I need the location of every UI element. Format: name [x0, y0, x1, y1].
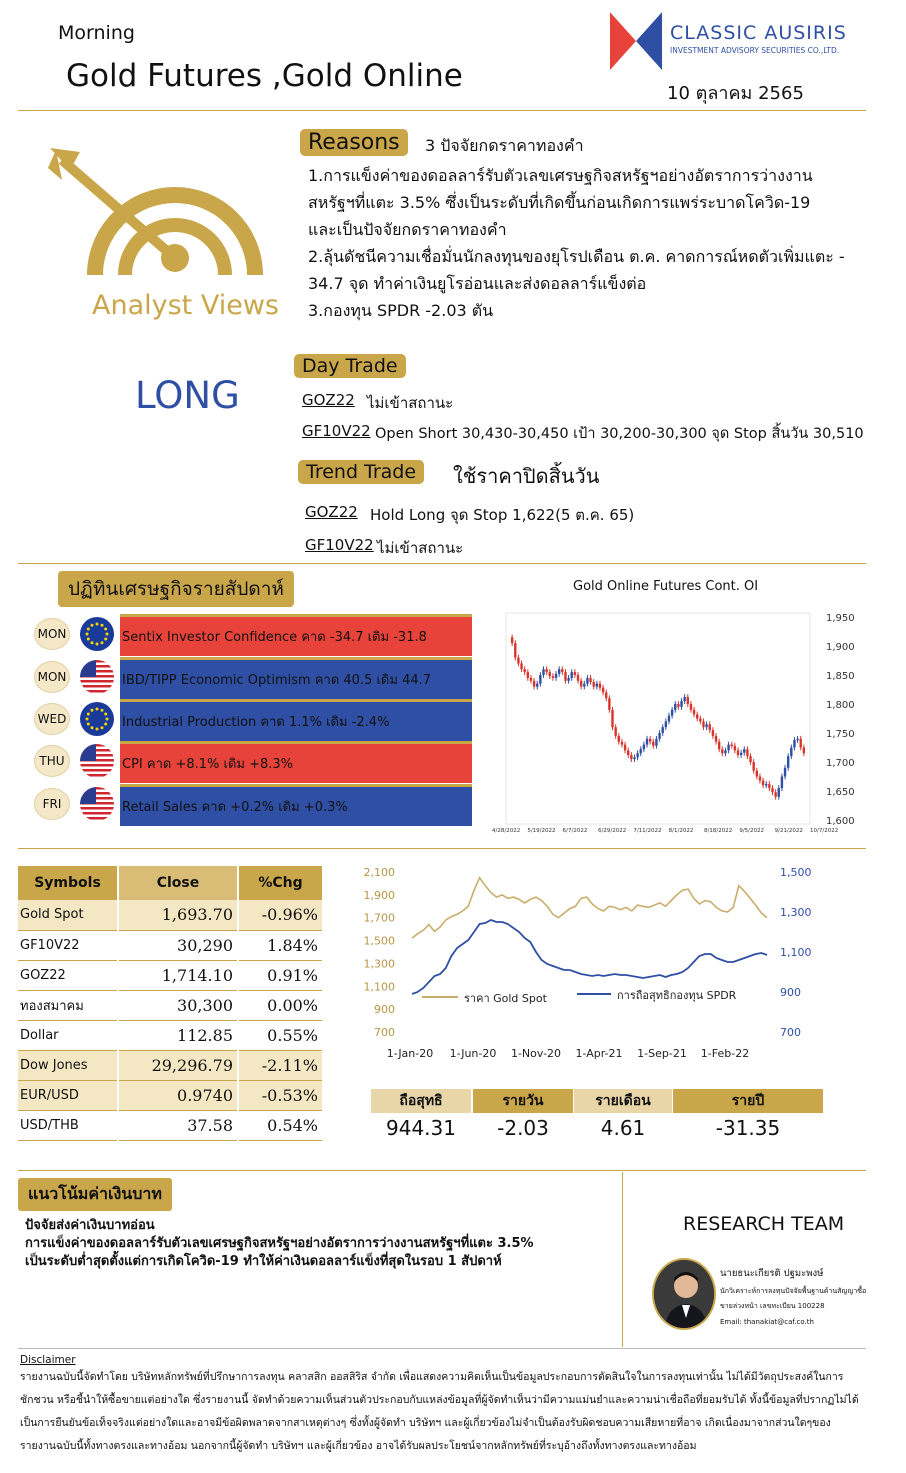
reasons-line-6: 3.กองทุน SPDR -2.03 ตัน	[308, 301, 494, 320]
oi-candle	[749, 756, 751, 762]
gold-y-tick: 1,700	[363, 911, 395, 925]
oi-y-tick: 1,850	[826, 671, 855, 682]
oi-candle	[539, 675, 541, 684]
gold-y-tick: 1,500	[363, 934, 395, 948]
oi-x-tick: 4/28/2022	[492, 828, 521, 834]
oi-candle	[765, 784, 767, 786]
table-row	[18, 1080, 322, 1110]
oi-candle	[592, 682, 594, 687]
oi-candle	[552, 676, 554, 678]
calendar-event	[30, 784, 475, 824]
header-chg: %Chg	[238, 866, 322, 900]
oi-candle	[784, 768, 786, 777]
gold-spot-line	[412, 878, 767, 939]
oi-candle	[796, 739, 798, 741]
oi-candle	[712, 730, 714, 736]
chg-cell: 0.91%	[238, 960, 322, 990]
oi-candle	[564, 672, 566, 681]
oi-candle	[599, 684, 601, 688]
oi-candle	[724, 750, 726, 753]
reasons-label: Reasons	[300, 129, 408, 156]
oi-candle	[621, 742, 623, 745]
oi-candle	[630, 755, 632, 759]
gold-y-tick: 900	[374, 1003, 395, 1017]
day-trade-goz-text: ไม่เข้าสถานะ	[367, 394, 454, 412]
oi-plot-frame	[506, 613, 810, 824]
calendar-event	[30, 614, 475, 654]
oi-candle	[727, 745, 729, 751]
research-team-title: RESEARCH TEAM	[683, 1213, 845, 1235]
chg-cell: 0.00%	[238, 990, 322, 1020]
brand-subtitle: INVESTMENT ADVISORY SECURITIES CO.,LTD.	[670, 46, 840, 55]
symbol-cell: GF10V22	[18, 930, 118, 960]
day-trade-goz-symbol: GOZ22	[302, 391, 355, 409]
oi-candle	[561, 669, 563, 672]
oi-candle	[778, 788, 780, 797]
symbol-cell: USD/THB	[18, 1110, 118, 1140]
oi-candle	[577, 675, 579, 681]
x-tick: 1-Jun-20	[449, 1047, 497, 1060]
chg-cell: -2.11%	[238, 1050, 322, 1080]
reasons-line-3: และเป็นปัจจัยกดราคาทองคำ	[308, 220, 507, 239]
analyst-line-1: นักวิเคราะห์การลงทุนปัจจัยพื้นฐานด้านสัญญาซื้อ	[720, 1287, 867, 1295]
symbol-cell: EUR/USD	[18, 1080, 118, 1110]
chg-cell: -0.96%	[238, 900, 322, 930]
oi-candle	[605, 692, 607, 698]
gold-y-tick: 2,100	[363, 866, 395, 879]
oi-candle	[677, 704, 679, 707]
eu-flag-icon	[80, 702, 114, 736]
disclaimer-line-1: รายงานฉบับนี้จัดทำโดย บริษัทหลักทรัพย์ที่ปรึกษาการลงทุน คลาสสิก ออสสิริส จำกัด เพื่อแสดงความคิดเห็นเป็นข้อมูลประกอบการตัดสินใจในการลงทุนเท่านั้น ไม่ได้มีวัตถุประสงค์ในการ	[20, 1371, 844, 1383]
gold-y-tick: 700	[374, 1026, 395, 1039]
oi-candle	[690, 704, 692, 710]
symbol-cell: ทองสมาคม	[18, 990, 118, 1020]
oi-candle	[721, 749, 723, 753]
oi-candle	[618, 736, 620, 742]
close-cell: 0.9740	[118, 1080, 238, 1110]
column-divider	[622, 1172, 623, 1347]
oi-x-tick: 9/21/2022	[774, 828, 803, 834]
symbol-cell: Gold Spot	[18, 900, 118, 930]
event-day: WED	[34, 703, 70, 735]
oi-candle	[571, 672, 573, 678]
oi-candle	[662, 727, 664, 733]
event-text: Industrial Production คาด 1.1% เดิม -2.4%	[120, 699, 472, 741]
oi-y-tick: 1,700	[826, 758, 855, 769]
flow-value: -31.35	[715, 1116, 781, 1140]
spdr-legend-label: การถือสุทธิกองทุน SPDR	[617, 989, 737, 1002]
oi-candle	[731, 745, 733, 747]
reasons-line-4: 2.ลุ้นดัชนีความเชื่อมั่นนักลงทุนของยุโรปเดือน ต.ค. คาดการณ์หดตัวเพิ่มแตะ -	[308, 247, 845, 266]
table-row	[18, 900, 322, 930]
oi-x-tick: 9/5/2022	[739, 828, 765, 834]
oi-chart	[488, 600, 860, 840]
symbol-cell: Dow Jones	[18, 1050, 118, 1080]
table-row	[18, 1050, 322, 1080]
flow-header: รายปี	[673, 1089, 823, 1113]
oi-candle	[768, 784, 770, 788]
trend-trade-gf-text: ไม่เข้าสถานะ	[377, 539, 464, 557]
oi-candle	[555, 674, 557, 678]
oi-candle	[511, 637, 513, 643]
oi-candle	[756, 771, 758, 777]
oi-x-tick: 8/18/2022	[704, 828, 733, 834]
oi-candle	[608, 698, 610, 710]
oi-candle	[586, 678, 588, 684]
reasons-line-5: 34.7 จุด ทำค่าเงินยูโรอ่อนและส่งดอลลาร์แข็งต่อ	[308, 274, 647, 293]
gold-spdr-chart	[340, 860, 820, 1065]
symbol-cell: GOZ22	[18, 960, 118, 990]
oi-candle	[771, 788, 773, 792]
oi-candle	[649, 739, 651, 742]
table-row	[18, 930, 322, 960]
x-tick: 1-Apr-21	[575, 1047, 623, 1060]
header-divider	[18, 110, 866, 111]
bottom-divider	[18, 1348, 866, 1349]
x-tick: 1-Feb-22	[700, 1047, 750, 1060]
oi-candle	[567, 678, 569, 681]
oi-candle	[636, 753, 638, 757]
x-tick: 1-Jan-20	[386, 1047, 434, 1060]
event-text: Sentix Investor Confidence คาด -34.7 เดิม -31.8	[120, 614, 472, 656]
reasons-subtitle: 3 ปัจจัยกดราคาทองคำ	[425, 136, 584, 155]
close-cell: 1,693.70	[118, 900, 238, 930]
baht-line-1: ปัจจัยส่งค่าเงินบาทอ่อน	[25, 1218, 155, 1233]
eu-flag-icon	[80, 617, 114, 651]
gold-y-tick: 1,300	[363, 957, 395, 971]
baht-label: แนวโน้มค่าเงินบาท	[18, 1178, 172, 1211]
table-row	[18, 1110, 322, 1140]
oi-y-tick: 1,750	[826, 729, 855, 740]
event-text: IBD/TIPP Economic Optimism คาด 40.5 เดิม 44.7	[120, 657, 472, 699]
symbol-cell: Dollar	[18, 1020, 118, 1050]
oi-candle	[674, 704, 676, 710]
trend-trade-goz-symbol: GOZ22	[305, 503, 358, 521]
oi-candle	[687, 697, 689, 704]
oi-candle	[602, 688, 604, 693]
x-tick: 1-Sep-21	[637, 1047, 687, 1060]
oi-candle	[614, 727, 616, 736]
oi-candle	[574, 672, 576, 675]
oi-candle	[718, 742, 720, 750]
price-table	[18, 866, 322, 1141]
oi-candle	[752, 762, 754, 771]
oi-y-tick: 1,650	[826, 787, 855, 798]
oi-y-tick: 1,950	[826, 613, 855, 624]
oi-candle	[715, 736, 717, 742]
spdr-line	[412, 920, 767, 994]
x-tick: 1-Nov-20	[510, 1047, 562, 1060]
section-divider-3	[18, 1170, 866, 1171]
flow-header: ถือสุทธิ	[371, 1089, 471, 1113]
disclaimer-line-2: ชักชวน หรือชี้นำให้ซื้อขายแต่อย่างใด ซึ่งรายงานนี้ จัดทำด้วยความเห็นส่วนตัวประกอบกับแหล่งข้อมูลที่ผู้จัดทำเห็นว่ามีความแม่นยำและความน่าเชื่อถือที่ยอมรับได้ ทั้งนี้ข้อมูลที่ปรากฏไม่ได้	[20, 1394, 859, 1406]
event-text: Retail Sales คาด +0.2% เดิม +0.3%	[120, 784, 472, 826]
spdr-y-tick: 1,300	[780, 906, 812, 919]
disclaimer-line-4: รายงานฉบับนี้ทั้งทางตรงและทางอ้อม นอกจากนี้ผู้จัดทำ บริษัทฯ และผู้เกี่ยวข้อง อาจได้รับผลประโยชน์จากหลักทรัพย์ที่ระบุอ้างถึงทั้งทางตรงและทางอ้อม	[20, 1440, 697, 1452]
analyst-avatar	[652, 1258, 716, 1330]
event-text: CPI คาด +8.1% เดิม +8.3%	[120, 741, 472, 783]
table-row	[18, 1020, 322, 1050]
spdr-y-tick: 700	[780, 1026, 801, 1039]
oi-candle	[633, 757, 635, 759]
header-close: Close	[118, 866, 238, 900]
reasons-line-2: สหรัฐฯที่แตะ 3.5% ซึ่งเป็นระดับที่เกิดขึ้นก่อนเกิดการแพร่ระบาดโควิด-19	[308, 193, 811, 212]
day-trade-gf-text: Open Short 30,430-30,450 เป้า 30,200-30,300 จุด Stop สิ้นวัน 30,510	[375, 426, 864, 442]
oi-x-tick: 6/29/2022	[598, 828, 627, 834]
oi-candle	[580, 681, 582, 687]
company-logo	[610, 12, 662, 70]
reasons-line-1: 1.การแข็งค่าของดอลลาร์รับตัวเลขเศรษฐกิจสหรัฐฯอย่างอัตราการว่างงาน	[308, 166, 813, 185]
oi-candle	[583, 684, 585, 687]
oi-candle	[793, 740, 795, 748]
report-date: 10 ตุลาคม 2565	[667, 83, 804, 104]
gold-y-tick: 1,100	[363, 980, 395, 994]
event-day: MON	[34, 661, 70, 693]
oi-candle	[737, 750, 739, 755]
event-day: FRI	[34, 788, 70, 820]
oi-candle	[762, 781, 764, 786]
table-row	[18, 960, 322, 990]
oi-candle	[658, 733, 660, 739]
oi-candle	[627, 750, 629, 755]
oi-candle	[533, 681, 535, 687]
oi-y-tick: 1,800	[826, 700, 855, 711]
signal-long: LONG	[135, 374, 240, 417]
oi-candle	[611, 710, 613, 727]
oi-candle	[693, 710, 695, 715]
spdr-y-tick: 1,100	[780, 946, 812, 959]
disclaimer-title: Disclaimer	[20, 1354, 76, 1366]
baht-line-2: การแข็งค่าของดอลลาร์รับตัวเลขเศรษฐกิจสหรัฐฯอย่างอัตราการว่างงานสหรัฐฯที่แตะ 3.5%	[25, 1236, 534, 1251]
analyst-name: นายธนะเกียรติ ปฐมะพงษ์	[720, 1268, 824, 1279]
oi-candle	[520, 663, 522, 669]
oi-y-tick: 1,900	[826, 642, 855, 653]
oi-candle	[781, 777, 783, 789]
oi-candle	[790, 748, 792, 757]
oi-candle	[800, 739, 802, 748]
oi-candle	[774, 792, 776, 797]
close-cell: 30,300	[118, 990, 238, 1020]
oi-candle	[646, 739, 648, 745]
page-title: Gold Futures ,Gold Online	[66, 58, 463, 94]
brand-name: CLASSIC AUSIRIS	[670, 22, 847, 44]
oi-x-tick: 6/7/2022	[562, 828, 588, 834]
oi-candle	[696, 714, 698, 718]
oi-x-tick: 5/19/2022	[527, 828, 556, 834]
oi-x-tick: 7/11/2022	[633, 828, 662, 834]
header-symbols: Symbols	[18, 866, 118, 900]
trend-trade-label: Trend Trade	[298, 460, 424, 484]
oi-candle	[536, 684, 538, 687]
oi-candle	[589, 678, 591, 682]
calendar-event	[30, 699, 475, 739]
oi-candle	[514, 643, 516, 658]
event-day: THU	[34, 745, 70, 777]
us-flag-icon	[80, 787, 114, 821]
us-flag-icon	[80, 744, 114, 778]
baht-line-3: เป็นระดับต่ำสุดตั้งแต่การเกิดโควิด-19 ทำให้ค่าเงินดอลลาร์แข็งที่สุดในรอบ 1 สัปดาห์	[25, 1254, 502, 1269]
oi-candle	[545, 669, 547, 672]
trend-trade-subtitle: ใช้ราคาปิดสิ้นวัน	[453, 464, 600, 488]
oi-candle	[759, 777, 761, 781]
oi-candle	[671, 710, 673, 716]
flow-value: -2.03	[497, 1116, 549, 1140]
table-row	[18, 990, 322, 1020]
oi-candle	[699, 719, 701, 722]
oi-candle	[655, 739, 657, 746]
gold-legend-label: ราคา Gold Spot	[464, 992, 547, 1005]
calendar-event	[30, 657, 475, 697]
spdr-y-tick: 1,500	[780, 866, 812, 879]
oi-candle	[683, 697, 685, 701]
morning-label: Morning	[58, 22, 135, 44]
disclaimer-line-3: เป็นการยืนยันข้อเท็จจริงแต่อย่างใดและอาจมีข้อผิดพลาดจากสาเหตุต่างๆ ซึ่งทั้งผู้จัดทำ บริษัทฯ และผู้เกี่ยวข้องไม่จำเป็นต้องรับผิดชอบความเสียหายที่อาจ เกิดเนื่องมาจากส่วนใดๆของ	[20, 1417, 831, 1429]
day-trade-gf-symbol: GF10V22	[302, 422, 371, 440]
us-flag-icon	[80, 660, 114, 694]
gold-y-tick: 1,900	[363, 888, 395, 902]
oi-candle	[523, 669, 525, 672]
flow-header: รายวัน	[473, 1089, 573, 1113]
close-cell: 1,714.10	[118, 960, 238, 990]
spdr-y-tick: 900	[780, 986, 801, 999]
oi-candle	[558, 669, 560, 674]
oi-y-tick: 1,600	[826, 816, 855, 827]
analyst-views-text: Analyst Views	[92, 290, 279, 321]
oi-candle	[643, 745, 645, 750]
flow-header: รายเดือน	[574, 1089, 672, 1113]
oi-candle	[517, 658, 519, 664]
oi-x-tick: 10/7/2022	[810, 828, 839, 834]
oi-candle	[542, 669, 544, 675]
section-divider	[18, 563, 866, 564]
oi-chart-title: Gold Online Futures Cont. OI	[573, 579, 759, 594]
chg-cell: -0.53%	[238, 1080, 322, 1110]
flow-value: 944.31	[386, 1116, 456, 1140]
flow-value: 4.61	[600, 1116, 646, 1140]
chg-cell: 1.84%	[238, 930, 322, 960]
chg-cell: 0.54%	[238, 1110, 322, 1140]
oi-candle	[652, 742, 654, 746]
analyst-email: Email: thanakiat@caf.co.th	[720, 1318, 814, 1326]
oi-candle	[596, 684, 598, 687]
event-day: MON	[34, 618, 70, 650]
oi-candle	[640, 749, 642, 753]
oi-candle	[705, 724, 707, 727]
oi-candle	[702, 721, 704, 727]
oi-candle	[709, 724, 711, 730]
oi-candle	[549, 672, 551, 676]
trend-trade-goz-text: Hold Long จุด Stop 1,622(5 ต.ค. 65)	[370, 506, 635, 524]
section-divider-2	[18, 848, 866, 849]
analyst-line-2: ขายล่วงหน้า เลขทะเบียน 100228	[720, 1302, 825, 1310]
oi-candle	[740, 753, 742, 755]
oi-candle	[668, 716, 670, 722]
calendar-title: ปฏิทินเศรษฐกิจรายสัปดาห์	[58, 571, 294, 607]
oi-candle	[527, 672, 529, 678]
oi-candle	[624, 745, 626, 751]
oi-candle	[743, 749, 745, 752]
oi-candle	[665, 721, 667, 727]
trend-trade-gf-symbol: GF10V22	[305, 536, 374, 554]
close-cell: 29,296.79	[118, 1050, 238, 1080]
oi-candle	[680, 701, 682, 707]
calendar-event	[30, 741, 475, 781]
oi-candle	[746, 749, 748, 756]
day-trade-label: Day Trade	[294, 354, 406, 378]
oi-x-tick: 8/1/2022	[668, 828, 694, 834]
oi-candle	[530, 678, 532, 681]
chg-cell: 0.55%	[238, 1020, 322, 1050]
close-cell: 112.85	[118, 1020, 238, 1050]
oi-candle	[734, 746, 736, 751]
close-cell: 30,290	[118, 930, 238, 960]
close-cell: 37.58	[118, 1110, 238, 1140]
oi-candle	[787, 756, 789, 768]
oi-candle	[803, 748, 805, 754]
